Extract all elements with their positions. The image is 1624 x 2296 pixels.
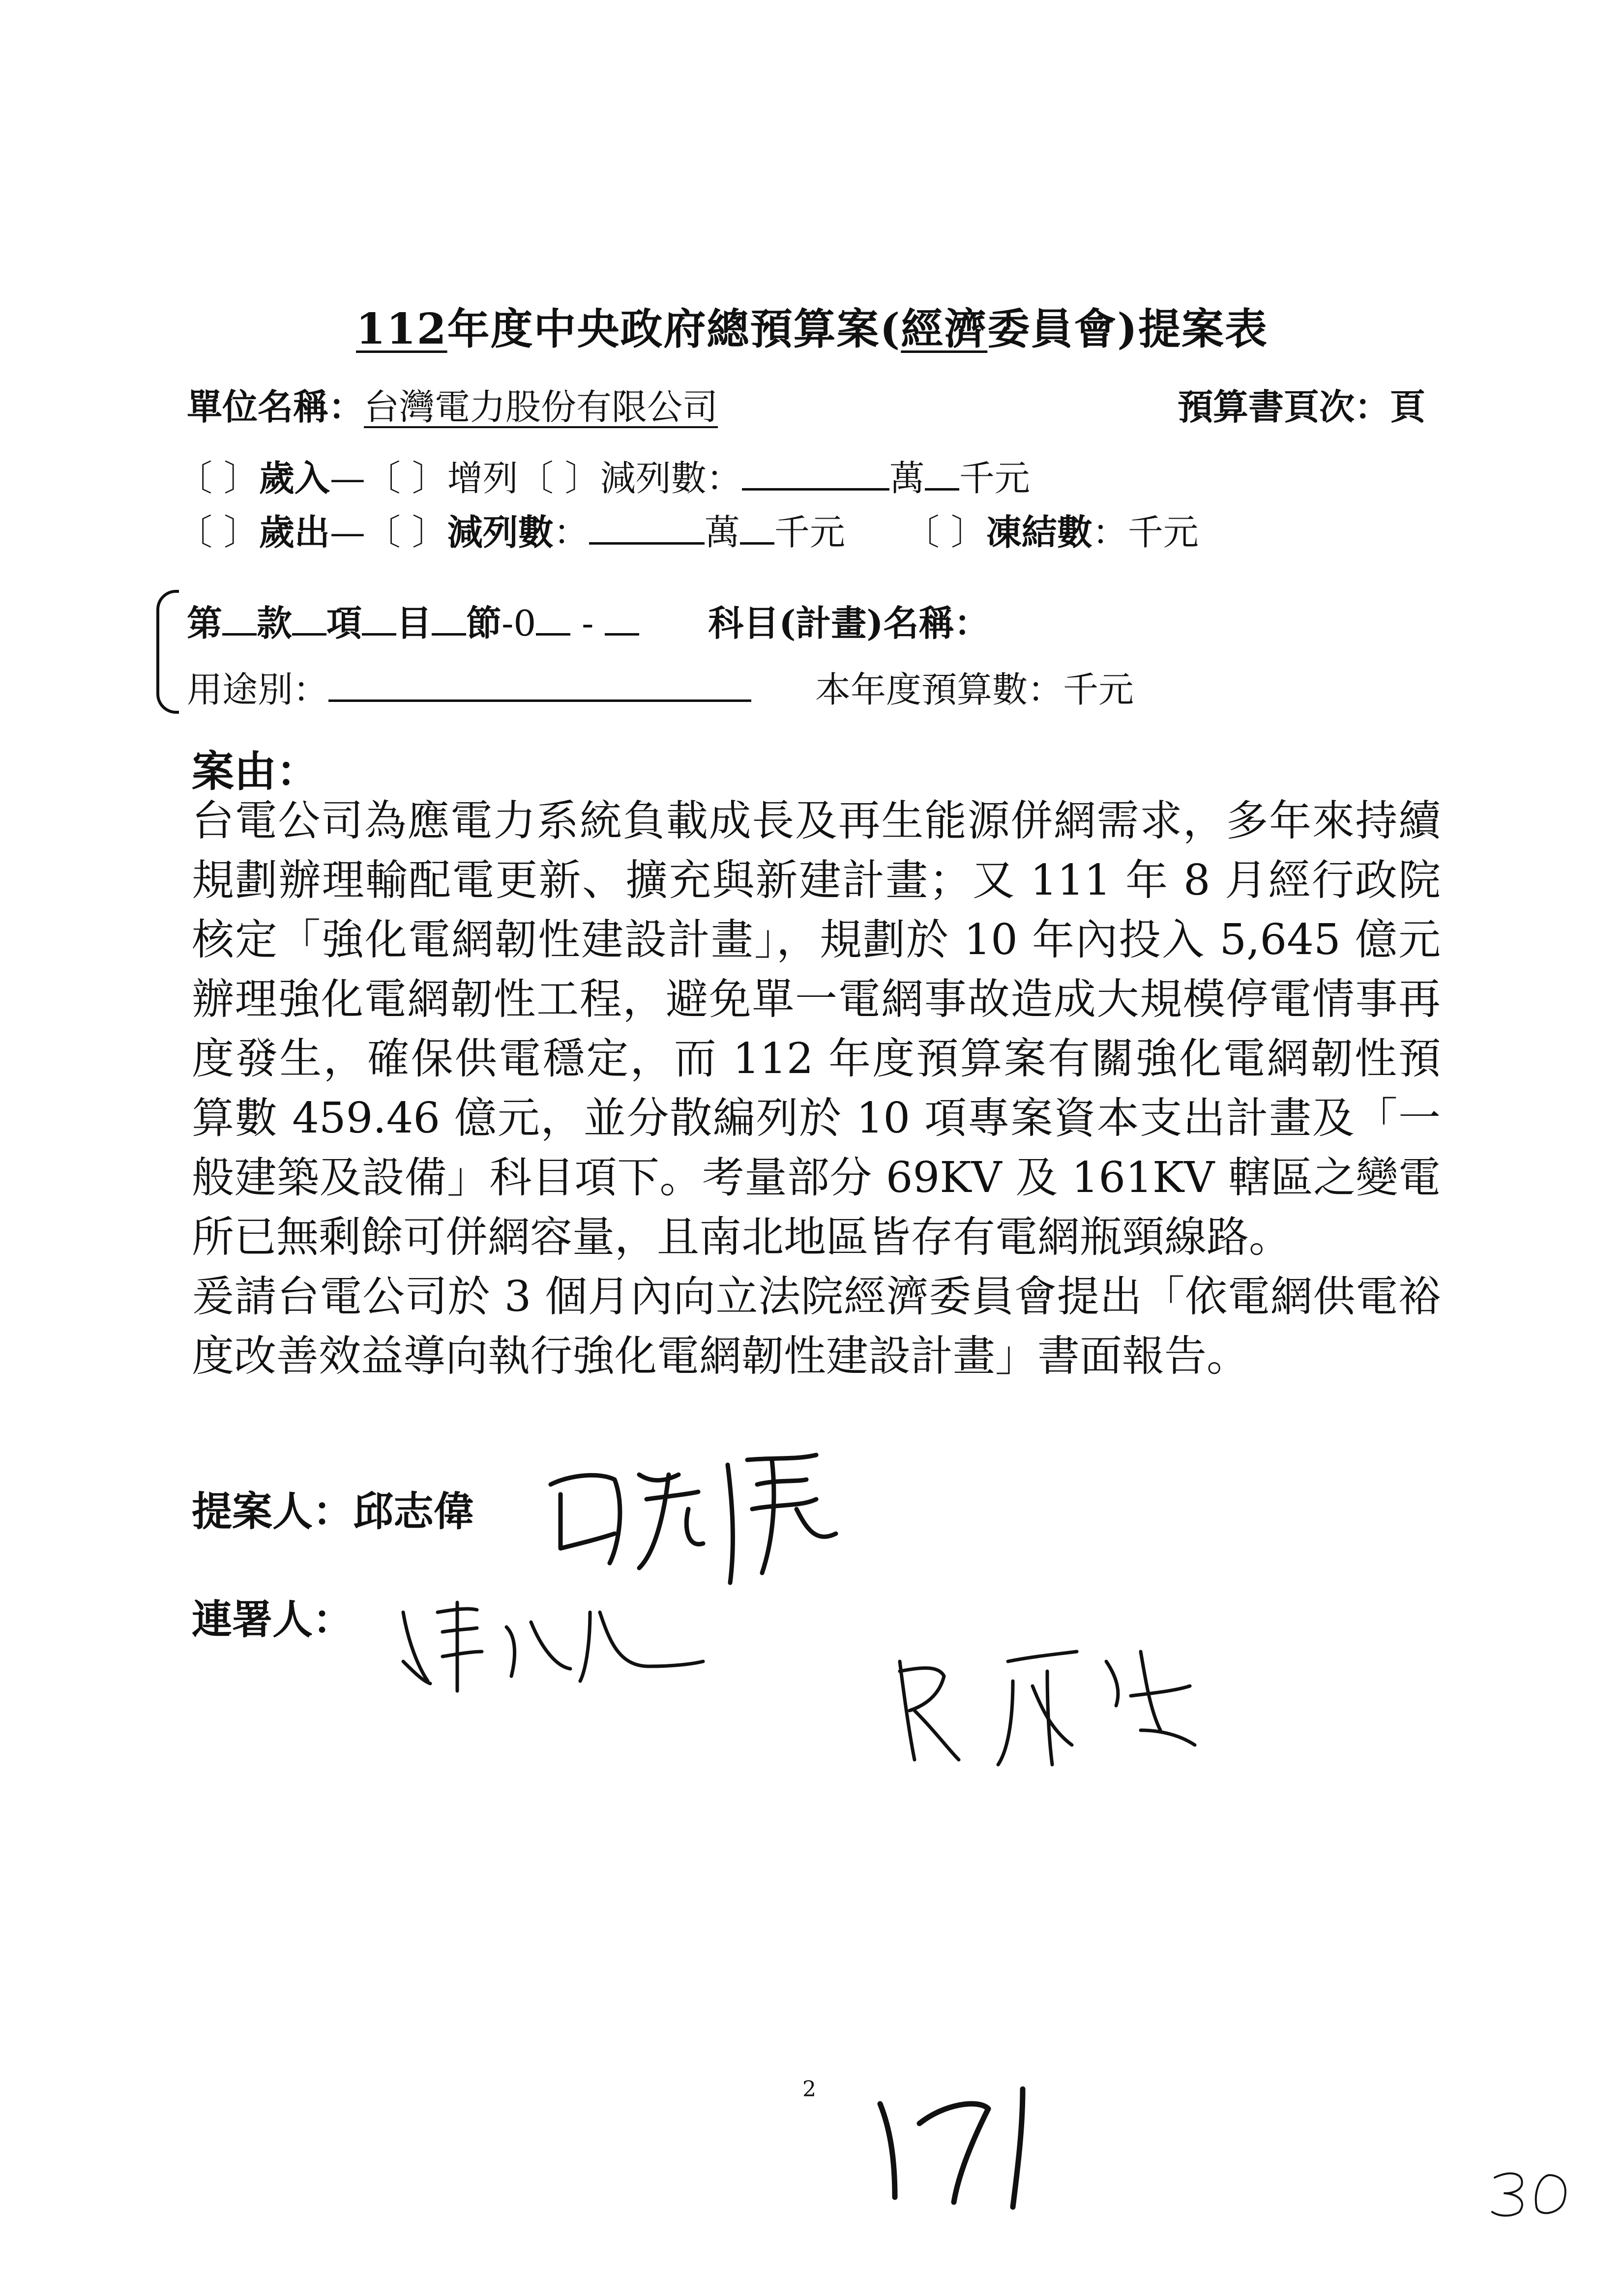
account-bracket [156,590,179,714]
proposer-signature [541,1445,846,1593]
title-committee: 經濟 [901,304,988,354]
subject-label: 科目(計畫)名稱： [708,602,990,644]
freeze-tail: ：千元 [1092,512,1199,553]
account-xiang: 項 [326,602,362,644]
account-tail: -0 [502,603,536,644]
revenue-wan-blank[interactable] [742,456,889,491]
account-xiang-blank[interactable] [292,601,326,636]
expense-label: 歲出 [259,511,330,553]
cosigner-label: 連署人： [192,1596,354,1643]
budget-page-field [1178,378,1425,430]
account-jie-blank[interactable] [432,601,466,636]
page-title [0,295,1624,356]
proposer-label: 提案人： [192,1488,354,1535]
expense-decrease-label: 減列數 [447,511,554,553]
reason-paragraph-1: 台電公司為應電力系統負載成長及再生能源併網需求，多年來持續規劃辦理輸配電更新、擴充與新建計畫；又 111 年 8 月經行政院核定「強化電網韌性建設計畫」，規劃於 10 年內投入 5,645 億元辦理強化電網韌性工程，避免單一電網事故造成大規模停電情事再度發生，確保供電穩定，而 112 年度預算案有關強化電網韌性預算數 459.46 億元，並分散編列於 10 項專案資本支出計畫及「一般建築及設備」科目項下。考量部分 69KV 及 161KV 轄區之變電所已無剩餘可併網容量，且南北地區皆存有電網瓶頸線路。 [192,796,1441,1262]
annual-budget-label: 本年度預算數：千元 [815,669,1134,710]
account-end-blank[interactable] [605,601,639,636]
unit-label: 單位名稱： [187,386,364,428]
increase-checkbox[interactable]: 〔 〕 [365,458,447,499]
expense-checkbox[interactable]: 〔 〕 [177,512,259,553]
handwritten-corner-number [1485,2163,1583,2222]
expense-qian-blank[interactable] [740,510,774,545]
expense-wan: 萬 [704,512,740,553]
account-tail-blank[interactable] [536,601,570,636]
expense-wan-blank[interactable] [589,510,705,545]
account-mu-blank[interactable] [362,601,396,636]
unit-name-row [187,378,718,430]
revenue-label: 歲入 [259,457,330,499]
expense-row [177,504,1199,555]
usage-blank[interactable] [328,668,751,702]
reason-paragraph-2: 爰請台電公司於 3 個月內向立法院經濟委員會提出「依電網供電裕度改善效益導向執行強化電網韌性建設計畫」書面報告。 [192,1272,1441,1381]
revenue-checkbox[interactable]: 〔 〕 [177,458,259,499]
expense-qianyuan: 千元 [774,512,845,553]
unit-value: 台灣電力股份有限公司 [364,386,718,428]
expense-dash: — [329,512,365,553]
account-mu: 目 [396,602,432,644]
revenue-qian-blank[interactable] [925,456,959,491]
usage-row [187,661,1134,712]
account-di: 第 [187,602,223,644]
account-sep: - [570,603,605,644]
page-number: 2 [802,2077,816,2102]
revenue-qianyuan: 千元 [959,458,1030,499]
title-part-b: 委員會)提案表 [987,304,1268,354]
cosigner-signature-2 [885,1632,1205,1779]
revenue-row [177,450,1030,501]
revenue-wan: 萬 [889,458,925,499]
account-row [187,595,989,646]
account-kuan-blank[interactable] [222,601,257,636]
usage-label: 用途別： [187,669,329,710]
decrease-label: 減列數： [600,458,742,499]
expense-decrease-checkbox[interactable]: 〔 〕 [365,512,447,553]
increase-label: 增列 [447,458,518,499]
reason-body [192,791,1441,1386]
budget-page-label: 預算書頁次：頁 [1178,386,1426,428]
handwritten-page-number [860,2084,1077,2212]
revenue-dash: — [329,458,365,499]
decrease-checkbox[interactable]: 〔 〕 [518,458,600,499]
account-kuan: 款 [257,602,293,644]
title-year: 112 [356,304,447,354]
proposer-name: 邱志偉 [353,1488,474,1535]
expense-colon: ： [553,512,589,553]
proposer-row [192,1480,474,1537]
freeze-checkbox[interactable]: 〔 〕 [904,512,986,553]
account-jie: 節 [466,602,502,644]
cosigner-signature-1 [393,1583,708,1706]
reason-label: 案由： [192,747,319,796]
title-part-a: 年度中央政府總預算案( [447,304,901,354]
freeze-label: 凍結數 [986,511,1093,553]
